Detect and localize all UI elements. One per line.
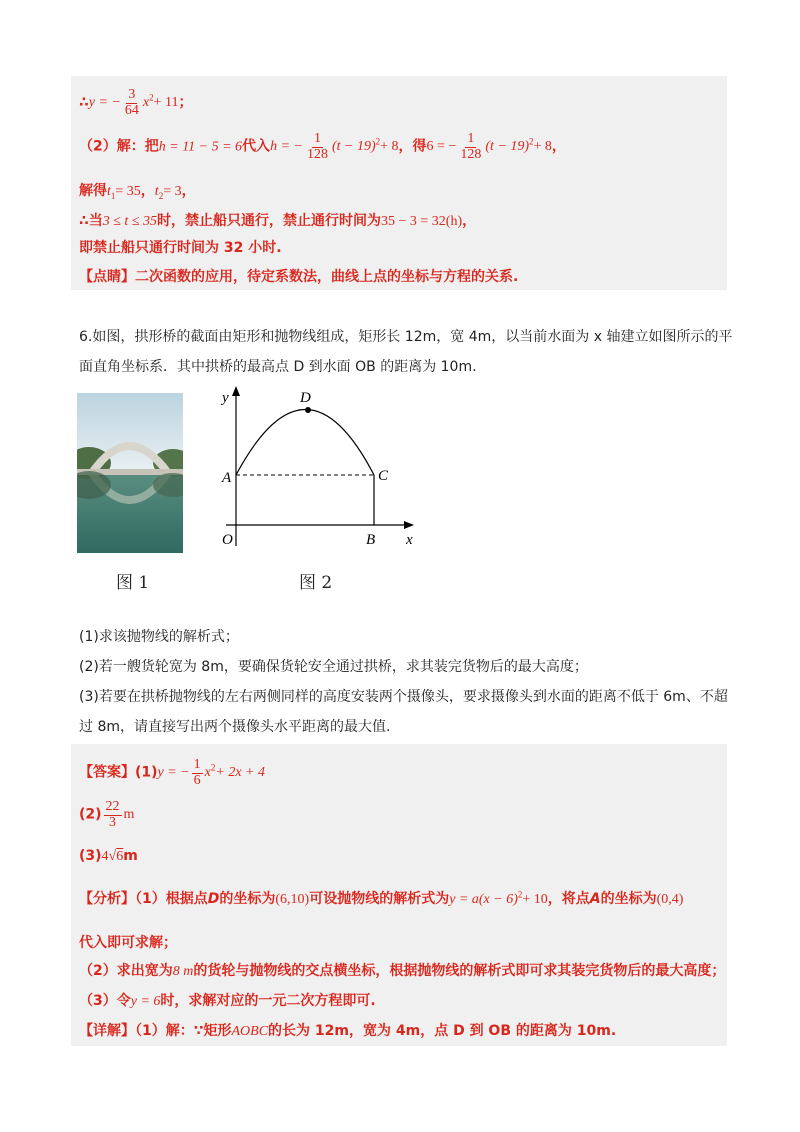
text: 的长为 12m，宽为 4m，点 D 到 OB 的距离为 10m. (268, 1023, 617, 1039)
punct: ， (551, 138, 566, 155)
eq-tail: + 11 (153, 95, 179, 111)
figure-1-caption: 图 1 (116, 573, 150, 593)
text: 代入 (242, 138, 271, 155)
eq: y = 6 (130, 994, 161, 1009)
label-x: x (406, 532, 413, 548)
frac-den: 128 (306, 146, 328, 162)
text: （2）解：把 (79, 138, 159, 155)
solution-line-1 (79, 88, 192, 118)
t1: t (107, 184, 111, 199)
problem-line-1: 6.如图，拱形桥的截面由矩形和抛物线组成，矩形长 12m，宽 4m，以当前水面为 x 轴建立如图所示的平 (79, 329, 733, 345)
label-a: A (222, 470, 232, 486)
text: ∴当 (79, 213, 103, 229)
bridge-photo-image (77, 393, 183, 553)
value: = 35 (115, 184, 141, 199)
answer-3 (79, 848, 138, 865)
text: 【分析】（1）根据点 (79, 891, 208, 907)
unit: m (123, 807, 135, 823)
eq-tail: + 8 (380, 139, 399, 155)
coord: (0,4) (656, 892, 684, 907)
inequality: 3 ≤ t ≤ 35 (102, 214, 158, 229)
coord: (6,10) (275, 892, 310, 907)
analysis-line-4 (79, 990, 376, 1010)
frac-den: 6 (193, 772, 201, 788)
answer-1 (79, 758, 265, 788)
eq-var: x (204, 765, 211, 781)
eq-lhs: y = − (88, 95, 121, 111)
eq-paren: (t − 19) (331, 139, 376, 155)
text: (2) (79, 806, 102, 823)
exponent: 2 (375, 136, 381, 147)
sqrt-icon: √ (108, 849, 117, 864)
eq-tail: + 8 (533, 139, 552, 155)
eq-lhs: 6 = − (426, 139, 457, 155)
analysis-line-1 (79, 888, 683, 908)
value: = 3 (163, 184, 182, 199)
calc: 35 − 3 = 32(h) (381, 214, 463, 229)
text: (3) (79, 848, 102, 864)
problem-line-2: 面直角坐标系．其中拱桥的最高点 D 到水面 OB 的距离为 10m. (79, 359, 477, 375)
text: 的坐标为 (219, 891, 276, 907)
label-y: y (222, 390, 229, 406)
text: （3）令 (79, 993, 131, 1009)
frac-den: 3 (109, 814, 117, 830)
sub: 1 (110, 190, 116, 201)
bridge-photo (77, 393, 183, 553)
bridge-diagram (216, 384, 432, 554)
eq-lhs: y = − (157, 765, 190, 781)
exponent: 2 (149, 92, 154, 103)
text: 的坐标为 (600, 891, 657, 907)
frac-num: 22 (105, 799, 120, 814)
t2: t (154, 184, 159, 199)
analysis-line-3 (79, 960, 725, 980)
eq-var: x (142, 95, 150, 111)
frac-num: 1 (313, 131, 321, 146)
punct: ， (181, 183, 196, 199)
punct: ， (462, 213, 477, 229)
therefore-symbol: ∴ (79, 94, 89, 111)
solution-line-3 (79, 180, 196, 201)
frac-num: 1 (193, 757, 201, 772)
text: 【答案】(1) (79, 764, 158, 781)
text: 解得 (79, 183, 107, 199)
radicand: 6 (116, 849, 124, 864)
question-1: (1)求该抛物线的解析式； (79, 629, 239, 645)
analysis-line-2: 代入即可求解； (79, 935, 177, 951)
value: 8 m (172, 964, 194, 979)
sub: 2 (158, 190, 164, 201)
eq-tail: + 10 (522, 892, 548, 907)
point-label: D (207, 891, 220, 907)
solution-line-5: 即禁止船只通行时间为 32 小时. (79, 240, 282, 256)
exponent: 2 (529, 136, 534, 147)
text: （2）求出宽为 (79, 963, 173, 979)
punct: ； (178, 94, 193, 111)
eq-tail: + 2x + 4 (215, 765, 265, 781)
eq-paren: (t − 19) (485, 139, 530, 155)
point-label: A (589, 891, 601, 907)
text: 可设抛物线的解析式为 (309, 891, 450, 907)
text: 【详解】（1）解：∵矩形 (79, 1023, 232, 1039)
text: 的货轮与抛物线的交点横坐标，根据抛物线的解析式即可求其装完货物后的最大高度； (193, 963, 726, 979)
y-axis-arrow (232, 386, 240, 396)
question-3-line-2: 过 8m，请直接写出两个摄像头水平距离的最大值. (79, 719, 391, 735)
detail-line-1 (79, 1020, 616, 1040)
question-2: (2)若一艘货轮宽为 8m，要确保货轮安全通过拱桥，求其装完货物后的最大高度； (79, 659, 588, 675)
label-o: O (222, 532, 233, 548)
answer-2 (79, 800, 134, 830)
key-point-line: 【点睛】二次函数的应用，待定系数法，曲线上点的坐标与方程的关系. (79, 269, 519, 285)
text: 时，求解对应的一元二次方程即可. (160, 993, 376, 1009)
exponent: 2 (517, 889, 523, 900)
label-b: B (366, 532, 376, 548)
solution-line-4 (79, 210, 476, 230)
text: 时，禁止船只通行，禁止通行时间为 (157, 213, 382, 229)
question-3-line-1: (3)若要在拱桥抛物线的左右两侧同样的高度安装两个摄像头，要求摄像头到水面的距离不低于 6m、不超 (79, 689, 728, 705)
text: ，得 (398, 138, 427, 155)
frac-den: 128 (460, 146, 482, 162)
label-d: D (300, 390, 311, 406)
rect-label: AOBC (231, 1024, 269, 1039)
frac-num: 1 (467, 131, 475, 146)
frac-den: 64 (124, 102, 139, 118)
punct: ， (140, 183, 155, 199)
eq-lhs: h = − (270, 139, 303, 155)
label-c: C (378, 468, 389, 484)
point-d (305, 407, 311, 413)
solution-line-2 (79, 132, 566, 162)
frac-num: 3 (128, 87, 136, 102)
exponent: 2 (210, 762, 216, 773)
eq-h: h = 11 − 5 = 6 (158, 139, 243, 155)
x-axis-arrow (404, 521, 414, 529)
unit: m (123, 848, 138, 864)
coef: 4 (101, 849, 109, 864)
parabola-arch (236, 410, 374, 476)
eq: y = a(x − 6) (449, 892, 518, 907)
text: ，将点 (547, 891, 590, 907)
figure-2-caption: 图 2 (299, 573, 333, 593)
